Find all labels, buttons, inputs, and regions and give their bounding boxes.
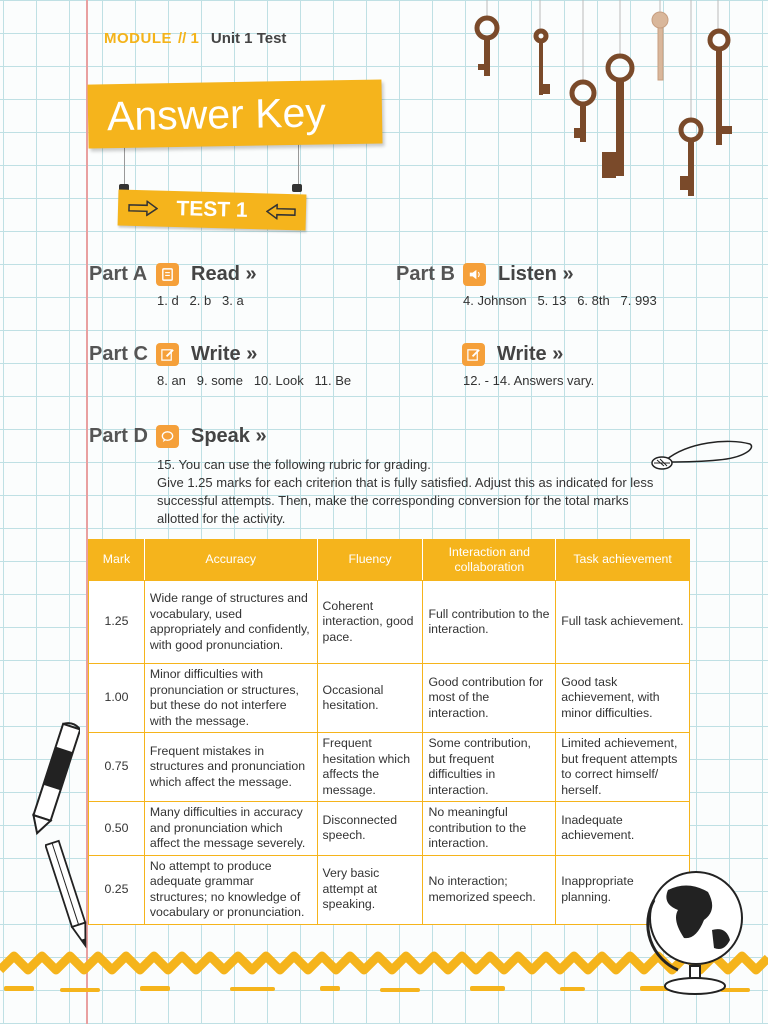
test-label-banner — [118, 190, 307, 231]
mark-cell: 1.00 — [89, 664, 145, 733]
crayon-illustration — [30, 718, 80, 838]
col-header-interaction: Interaction and collaboration — [423, 540, 556, 581]
page-title: Answer Key — [106, 89, 327, 140]
part-b-answers: 4. Johnson 5. 13 6. 8th 7. 993 — [463, 293, 657, 308]
part-c-heading — [89, 343, 257, 366]
col-header-accuracy: Accuracy — [144, 540, 317, 581]
col-header-task: Task achievement — [556, 540, 690, 581]
test-label: TEST 1 — [176, 197, 248, 222]
speak-instructions — [157, 456, 657, 528]
banner-string-right — [298, 142, 299, 186]
mark-cell: 0.75 — [89, 733, 145, 802]
accuracy-cell: Frequent mistakes in structures and pronunciation which affect the message. — [144, 733, 317, 802]
interaction-cell: Some contribution, but frequent difficulties in interaction. — [423, 733, 556, 802]
answer-key-banner — [87, 79, 382, 148]
part-a-skill: Read » — [191, 263, 257, 285]
globe-illustration — [638, 860, 748, 1000]
part-d-label: Part D — [89, 425, 148, 447]
col-header-fluency: Fluency — [317, 540, 423, 581]
fluency-cell: Frequent hesitation which affects the message. — [317, 733, 423, 802]
module-label: MODULE — [104, 30, 172, 47]
speak-instruction-line1: 15. You can use the following rubric for grading. — [157, 457, 431, 472]
part-c-skill: Write » — [191, 343, 258, 365]
task-cell: Good task achievement, with minor difficulties. — [556, 664, 690, 733]
arrow-right-icon — [128, 200, 158, 217]
accuracy-cell: Many difficulties in accuracy and pronunciation which affect the message severely. — [144, 802, 317, 856]
part-c-write-skill: Write » — [497, 343, 564, 365]
accuracy-cell: No attempt to produce adequate grammar structures; no knowledge of vocabulary or pronunciation. — [144, 855, 317, 924]
task-cell: Inappropriate planning. — [556, 855, 690, 924]
fluency-cell: Coherent interaction, good pace. — [317, 581, 423, 664]
page-header — [104, 30, 286, 47]
col-header-mark: Mark — [89, 540, 145, 581]
book-icon — [156, 263, 179, 286]
part-d-heading — [89, 425, 267, 448]
hanging-keys-illustration — [470, 0, 768, 200]
part-b-label: Part B — [396, 263, 455, 285]
part-a-label: Part A — [89, 263, 148, 285]
banner-string-left — [124, 145, 125, 187]
part-c-write-answers: 12. - 14. Answers vary. — [463, 373, 595, 388]
interaction-cell: No meaningful contribution to the interaction. — [423, 802, 556, 856]
part-b-skill: Listen » — [498, 263, 574, 285]
part-d-skill: Speak » — [191, 425, 267, 447]
arrow-left-icon — [266, 203, 296, 220]
interaction-cell: Full contribution to the interaction. — [423, 581, 556, 664]
task-cell: Full task achievement. — [556, 581, 690, 664]
accuracy-cell: Wide range of structures and vocabulary, used appropriately and confidently, with good pronunciation. — [144, 581, 317, 664]
part-a-answers: 1. d 2. b 3. a — [157, 293, 244, 308]
fluency-cell: Disconnected speech. — [317, 802, 423, 856]
table-row — [89, 581, 690, 664]
part-b-heading — [396, 263, 574, 286]
part-c-answers: 8. an 9. some 10. Look 11. Be — [157, 373, 352, 388]
speech-bubble-icon — [156, 425, 179, 448]
speaking-rubric-table — [88, 539, 690, 925]
speak-instruction-line2: Give 1.25 marks for each criterion that is fully satisfied. Adjust this as indicated for less successful attempts. Then, make the corresponding conversion for the total marks allotted for the activity. — [157, 475, 654, 526]
pencil-icon — [156, 343, 179, 366]
mark-cell: 1.25 — [89, 581, 145, 664]
table-row — [89, 855, 690, 924]
part-c-write-heading — [462, 343, 563, 366]
task-cell: Inadequate achievement. — [556, 802, 690, 856]
interaction-cell: No interaction; memorized speech. — [423, 855, 556, 924]
accuracy-cell: Minor difficulties with pronunciation or structures, but these do not interfere with the message. — [144, 664, 317, 733]
mark-cell: 0.50 — [89, 802, 145, 856]
quill-illustration — [648, 436, 758, 476]
table-row — [89, 802, 690, 856]
clip-right — [292, 184, 302, 192]
mark-cell: 0.25 — [89, 855, 145, 924]
task-cell: Limited achievement, but frequent attempts to correct himself/ herself. — [556, 733, 690, 802]
fluency-cell: Occasional hesitation. — [317, 664, 423, 733]
fluency-cell: Very basic attempt at speaking. — [317, 855, 423, 924]
table-header-row — [89, 540, 690, 581]
speaker-icon — [463, 263, 486, 286]
unit-title: Unit 1 Test — [210, 30, 287, 47]
pencil-illustration — [45, 838, 95, 953]
table-row — [89, 664, 690, 733]
part-c-label: Part C — [89, 343, 148, 365]
part-a-heading — [89, 263, 257, 286]
interaction-cell: Good contribution for most of the interaction. — [423, 664, 556, 733]
pencil-icon — [462, 343, 485, 366]
module-number: // 1 — [178, 30, 199, 47]
table-row — [89, 733, 690, 802]
